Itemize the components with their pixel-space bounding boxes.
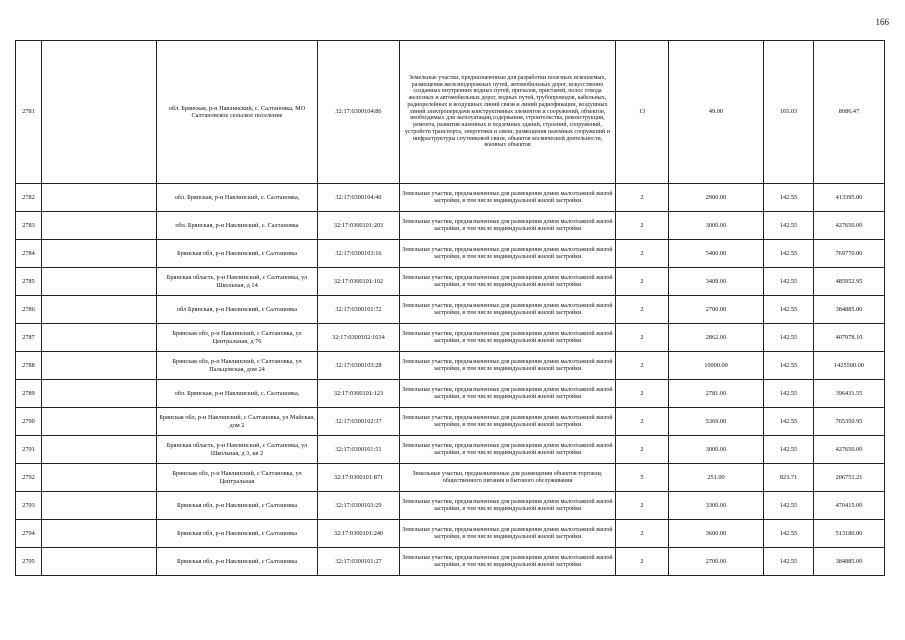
- address-cell: обл. Брянская, р-н Навлинский, с. Салтановка,: [157, 184, 318, 212]
- address-cell: Брянская обл, р-н Навлинский, с Салтановка: [157, 240, 318, 268]
- cadastral-number-cell: 32:17:0300103:16: [318, 240, 400, 268]
- page-number: 166: [875, 17, 889, 27]
- cadastral-value-cell: 384885.00: [814, 548, 885, 576]
- address-cell: обл. Брянская, р-н Навлинский, с. Салтановка,: [157, 380, 318, 408]
- cadastral-number-cell: 32:17:0300103:29: [318, 492, 400, 520]
- cadastral-value-cell: 470415.00: [814, 492, 885, 520]
- cadastral-value-cell: 413395.00: [814, 184, 885, 212]
- area-cell: 251.00: [669, 464, 764, 492]
- specific-value-cell: 142.55: [764, 184, 814, 212]
- address-cell: Брянская обл, р-н Навлинский, с Салтановка: [157, 492, 318, 520]
- table-row: [16, 436, 885, 464]
- table-row: [16, 352, 885, 380]
- table-row: [16, 240, 885, 268]
- row-number: 2786: [16, 296, 42, 324]
- area-cell: 5400.00: [669, 240, 764, 268]
- specific-value-cell: 142.55: [764, 352, 814, 380]
- land-use-description-cell: Земельные участки, предназначенные для размещения домов малоэтажной жилой застройки, в том числе индивидуальной жилой застройки: [400, 184, 616, 212]
- area-cell: 3000.00: [669, 212, 764, 240]
- land-use-description-cell: Земельные участки, предназначенные для размещения домов малоэтажной жилой застройки, в том числе индивидуальной жилой застройки: [400, 548, 616, 576]
- cadastral-number-cell: 32:17:0300101:203: [318, 212, 400, 240]
- area-cell: 3000.00: [669, 436, 764, 464]
- land-use-description-cell: Земельные участки, предназначенные для размещения домов малоэтажной жилой застройки, в том числе индивидуальной жилой застройки: [400, 296, 616, 324]
- cadastral-number-cell: 32:17:0300101:51: [318, 436, 400, 464]
- blank-cell: [42, 240, 157, 268]
- use-group-cell: 2: [616, 520, 669, 548]
- cadastral-number-cell: 32:17:0300101:72: [318, 296, 400, 324]
- specific-value-cell: 142.55: [764, 436, 814, 464]
- cadastral-value-cell: 769770.00: [814, 240, 885, 268]
- land-use-description-cell: Земельные участки, предназначенные для размещения домов малоэтажной жилой застройки, в том числе индивидуальной жилой застройки: [400, 436, 616, 464]
- table-row: [16, 296, 885, 324]
- land-use-description-cell: Земельные участки, предназначенные для размещения домов малоэтажной жилой застройки, в том числе индивидуальной жилой застройки: [400, 212, 616, 240]
- area-cell: 10000.00: [669, 352, 764, 380]
- table-row: [16, 464, 885, 492]
- cadastral-number-cell: 32:17:0300101:871: [318, 464, 400, 492]
- area-cell: 3300.00: [669, 492, 764, 520]
- cadastral-number-cell: 32:17:0300101:123: [318, 380, 400, 408]
- address-cell: Брянская обл, р-н Навлинский, с Салтановка: [157, 548, 318, 576]
- land-use-description-cell: Земельные участки, предназначенные для размещения домов малоэтажной жилой застройки, в том числе индивидуальной жилой застройки: [400, 408, 616, 436]
- table-row: [16, 548, 885, 576]
- land-use-description-cell: Земельные участки, предназначенные для размещения домов малоэтажной жилой застройки, в том числе индивидуальной жилой застройки: [400, 520, 616, 548]
- specific-value-cell: 142.55: [764, 324, 814, 352]
- specific-value-cell: 142.55: [764, 492, 814, 520]
- blank-cell: [42, 548, 157, 576]
- area-cell: 49.00: [669, 41, 764, 184]
- row-number: 2794: [16, 520, 42, 548]
- address-cell: Брянская обл, р-н Навлинский, с Салтановка, ул Центральная, д 76: [157, 324, 318, 352]
- use-group-cell: 2: [616, 436, 669, 464]
- address-cell: Брянская обл, р-н Навлинский, с Салтановка, ул Майская, дом 2: [157, 408, 318, 436]
- cadastral-number-cell: 32:17:0300104:86: [318, 41, 400, 184]
- cadastral-value-cell: 396431.55: [814, 380, 885, 408]
- specific-value-cell: 142.55: [764, 548, 814, 576]
- table-row: [16, 184, 885, 212]
- row-number: 2790: [16, 408, 42, 436]
- blank-cell: [42, 212, 157, 240]
- land-use-description-cell: Земельные участки, предназначенные для размещения домов малоэтажной жилой застройки, в том числе индивидуальной жилой застройки: [400, 324, 616, 352]
- cadastral-number-cell: 32:17:0300103:28: [318, 352, 400, 380]
- row-number: 2789: [16, 380, 42, 408]
- table-row: [16, 380, 885, 408]
- blank-cell: [42, 380, 157, 408]
- address-cell: Брянская обл, р-н Навлинский, с Салтановка: [157, 520, 318, 548]
- blank-cell: [42, 464, 157, 492]
- land-use-description-cell: Земельные участки, предназначенные для размещения объектов торговли, общественного питания и бытового обслуживания: [400, 464, 616, 492]
- blank-cell: [42, 408, 157, 436]
- cadastral-value-cell: 384885.00: [814, 296, 885, 324]
- address-cell: обл. Брянская, р-н Навлинский, с. Салтановка: [157, 212, 318, 240]
- use-group-cell: 2: [616, 408, 669, 436]
- use-group-cell: 2: [616, 296, 669, 324]
- cadastral-value-cell: 8086.47: [814, 41, 885, 184]
- cadastral-value-cell: 1425500.00: [814, 352, 885, 380]
- cadastral-value-table: [15, 40, 885, 576]
- blank-cell: [42, 436, 157, 464]
- table-row: [16, 212, 885, 240]
- area-cell: 2862.00: [669, 324, 764, 352]
- row-number: 2791: [16, 436, 42, 464]
- specific-value-cell: 142.55: [764, 240, 814, 268]
- row-number: 2788: [16, 352, 42, 380]
- area-cell: 2781.00: [669, 380, 764, 408]
- use-group-cell: 5: [616, 464, 669, 492]
- cadastral-value-cell: 206751.21: [814, 464, 885, 492]
- specific-value-cell: 142.55: [764, 408, 814, 436]
- blank-cell: [42, 492, 157, 520]
- use-group-cell: 2: [616, 352, 669, 380]
- blank-cell: [42, 184, 157, 212]
- area-cell: 3409.00: [669, 268, 764, 296]
- blank-cell: [42, 296, 157, 324]
- cadastral-number-cell: 32:17:0300101:27: [318, 548, 400, 576]
- cadastral-value-cell: 485952.95: [814, 268, 885, 296]
- use-group-cell: 2: [616, 492, 669, 520]
- blank-cell: [42, 324, 157, 352]
- cadastral-number-cell: 32:17:0300101:240: [318, 520, 400, 548]
- address-cell: обл. Брянская, р-н Навлинский, с. Салтановка, МО Салтановское сельское поселение: [157, 41, 318, 184]
- cadastral-number-cell: 32:17:0300101:102: [318, 268, 400, 296]
- area-cell: 2900.00: [669, 184, 764, 212]
- cadastral-number-cell: 32:17:0300102:37: [318, 408, 400, 436]
- address-cell: обл Брянская, р-н Навлинский, с Салтановка: [157, 296, 318, 324]
- address-cell: Брянская область, р-н Навлинский, с Салтановка, ул Школьная, д 3, кв 2: [157, 436, 318, 464]
- specific-value-cell: 142.55: [764, 268, 814, 296]
- row-number: 2787: [16, 324, 42, 352]
- specific-value-cell: 142.55: [764, 212, 814, 240]
- use-group-cell: 2: [616, 184, 669, 212]
- use-group-cell: 2: [616, 380, 669, 408]
- table-row: [16, 41, 885, 184]
- row-number: 2792: [16, 464, 42, 492]
- table-row: [16, 492, 885, 520]
- row-number: 2784: [16, 240, 42, 268]
- row-number: 2795: [16, 548, 42, 576]
- cadastral-value-cell: 427650.00: [814, 212, 885, 240]
- land-use-description-cell: Земельные участки, предназначенные для размещения домов малоэтажной жилой застройки, в том числе индивидуальной жилой застройки: [400, 268, 616, 296]
- land-use-description-cell: Земельные участки, предназначенные для размещения домов малоэтажной жилой застройки, в том числе индивидуальной жилой застройки: [400, 352, 616, 380]
- table-row: [16, 268, 885, 296]
- land-use-description-cell: Земельные участки, предназначенные для разработки полезных ископаемых, размещения железнодорожных путей, автомобильных дорог, искусственно созданных внутренних водных путей, причалов, пристаней, полос отвода железных и автомобильных дорог, водных путей, трубопроводов, кабельных, радиорелейных и воздушных линий связи и линий радиофикации, воздушных линий электропередачи конструктивных элементов и сооружений, объектов, необходимых для эксплуатации,содержания, строительства, реконструкции, ремонта, развития наземных и подземных зданий, строений, сооружений, устройств транспорта, энергетики и связи; размещения наземных сооружений и инфраструктуры спутниковой связи, объектов космической деятельности, военных объектов: [400, 41, 616, 184]
- blank-cell: [42, 41, 157, 184]
- cadastral-value-cell: 765350.95: [814, 408, 885, 436]
- row-number: 2785: [16, 268, 42, 296]
- specific-value-cell: 142.55: [764, 380, 814, 408]
- use-group-cell: 2: [616, 268, 669, 296]
- area-cell: 3600.00: [669, 520, 764, 548]
- land-use-description-cell: Земельные участки, предназначенные для размещения домов малоэтажной жилой застройки, в том числе индивидуальной жилой застройки: [400, 492, 616, 520]
- specific-value-cell: 142.55: [764, 520, 814, 548]
- specific-value-cell: 165.03: [764, 41, 814, 184]
- address-cell: Брянская обл, р-н Навлинский, с Салтановка, ул Пальцовская, дом 24: [157, 352, 318, 380]
- use-group-cell: 2: [616, 548, 669, 576]
- use-group-cell: 2: [616, 324, 669, 352]
- address-cell: Брянская обл, р-н Навлинский, с Салтановка, ул Центральная: [157, 464, 318, 492]
- cadastral-value-cell: 427650.00: [814, 436, 885, 464]
- specific-value-cell: 142.55: [764, 296, 814, 324]
- table-row: [16, 408, 885, 436]
- row-number: 2782: [16, 184, 42, 212]
- row-number: 2793: [16, 492, 42, 520]
- blank-cell: [42, 352, 157, 380]
- specific-value-cell: 823.71: [764, 464, 814, 492]
- row-number: 2781: [16, 41, 42, 184]
- area-cell: 2700.00: [669, 548, 764, 576]
- land-use-description-cell: Земельные участки, предназначенные для размещения домов малоэтажной жилой застройки, в том числе индивидуальной жилой застройки: [400, 240, 616, 268]
- cadastral-value-cell: 513180.00: [814, 520, 885, 548]
- use-group-cell: 13: [616, 41, 669, 184]
- cadastral-number-cell: 32:17:0300102:1034: [318, 324, 400, 352]
- table-row: [16, 520, 885, 548]
- cadastral-value-cell: 407978.10: [814, 324, 885, 352]
- blank-cell: [42, 268, 157, 296]
- use-group-cell: 2: [616, 240, 669, 268]
- use-group-cell: 2: [616, 212, 669, 240]
- cadastral-number-cell: 32:17:0300104:40: [318, 184, 400, 212]
- land-use-description-cell: Земельные участки, предназначенные для размещения домов малоэтажной жилой застройки, в том числе индивидуальной жилой застройки: [400, 380, 616, 408]
- area-cell: 2700.00: [669, 296, 764, 324]
- address-cell: Брянская область, р-н Навлинский, с Салтановка, ул Школьная, д 14: [157, 268, 318, 296]
- table-row: [16, 324, 885, 352]
- area-cell: 5369.00: [669, 408, 764, 436]
- row-number: 2783: [16, 212, 42, 240]
- blank-cell: [42, 520, 157, 548]
